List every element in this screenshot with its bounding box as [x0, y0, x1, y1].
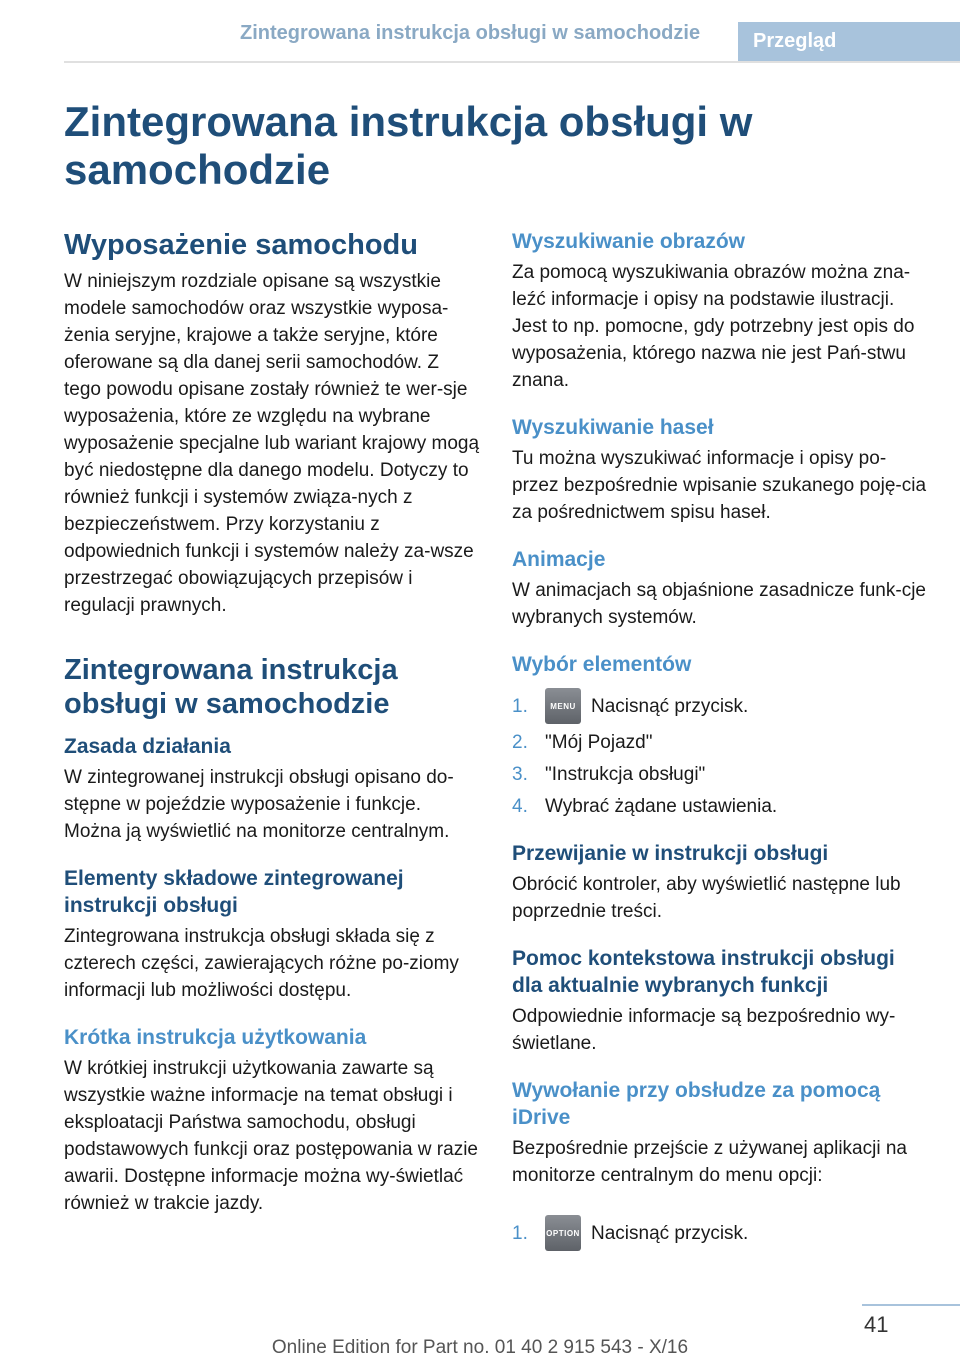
step-text: Nacisnąć przycisk.	[591, 695, 749, 717]
list-item	[512, 793, 928, 820]
step-text: Nacisnąć przycisk.	[591, 1222, 749, 1244]
select-heading: Wybór elementów	[512, 653, 692, 676]
equipment-text: W niniejszym rozdziale opisane są wszystkie modele samochodów oraz wszystkie wyposa-żenia seryjne, krajowe a także seryjne, które oferowane są dla danej serii samochodów. Z tego powodu opisane zostały również te wer-sje wyposażenia, które ze względu na wybrane wyposażenie specjalne lub wariant krajowy mogą być niedostępne dla danego modelu. Dotyczy to również funkcji i systemów związa-nych z bezpieczeństwem. Przy korzystaniu z odpowiednich funkcji i systemów należy za-wsze przestrzegać obowiązujących przepisów i regulacji prawnych.	[64, 271, 480, 616]
step-text: "Instrukcja obsługi"	[545, 764, 706, 785]
short-guide-heading: Krótka instrukcja użytkowania	[64, 1026, 367, 1049]
short-guide-text: W krótkiej instrukcji użytkowania zawarte są wszystkie ważne informacje na temat obsługi i eksploatacji Państwa samochodu, obsługi podstawowych funkcji oraz postępowania w razie awarii. Dostępne informacje można wy-świetlać również w trakcie jazdy.	[64, 1058, 478, 1214]
menu-button-icon: MENU	[545, 688, 581, 724]
chapter-tab	[738, 22, 960, 62]
image-search-heading: Wyszukiwanie obrazów	[512, 230, 745, 253]
right-column	[512, 228, 928, 1271]
step-text: Wybrać żądane ustawienia.	[545, 796, 778, 817]
left-column	[64, 228, 480, 1237]
idrive-steps	[512, 1215, 928, 1251]
idrive-text: Bezpośrednie przejście z używanej aplikacji na monitorze centralnym do menu opcji:	[512, 1138, 907, 1186]
page-title: Zintegrowana instrukcja obsługi w samochodzie	[64, 98, 753, 193]
select-steps	[512, 688, 928, 820]
step-number: 1.	[512, 1222, 528, 1244]
principle-text: W zintegrowanej instrukcji obsługi opisano do-stępne w pojeździe wyposażenie i funkcje. Można ją wyświetlić na monitorze centralnym.	[64, 767, 454, 842]
context-help-heading: Pomoc kontekstowa instrukcji obsługi dla aktualnie wybranych funkcji	[512, 947, 895, 997]
equipment-heading: Wyposażenie samochodu	[64, 229, 418, 261]
list-item	[512, 729, 928, 756]
option-button-icon: OPTION	[545, 1215, 581, 1251]
list-item	[512, 761, 928, 788]
animations-heading: Animacje	[512, 548, 606, 571]
step-number: 1.	[512, 695, 528, 717]
scroll-heading: Przewijanie w instrukcji obsługi	[512, 842, 829, 865]
keyword-search-text: Tu można wyszukiwać informacje i opisy po-przez bezpośrednie wpisanie szukanego poję-cia za pośrednictwem spisu haseł.	[512, 448, 927, 523]
step-number: 2.	[512, 732, 528, 753]
scroll-text: Obrócić kontroler, aby wyświetlić następne lub poprzednie treści.	[512, 874, 901, 922]
step-text: "Mój Pojazd"	[545, 732, 653, 753]
manual-heading: Zintegrowana instrukcja obsługi w samochodzie	[64, 654, 398, 720]
step-number: 4.	[512, 796, 528, 817]
idrive-heading: Wywołanie przy obsłudze za pomocą iDrive	[512, 1079, 881, 1129]
header-divider	[64, 61, 960, 63]
principle-heading: Zasada działania	[64, 735, 231, 758]
footer-divider	[862, 1304, 960, 1306]
image-search-text: Za pomocą wyszukiwania obrazów można zna-leźć informacje i opisy na podstawie ilustracji. Jest to np. pomocne, gdy potrzebny jest opis do wyposażenia, którego nazwa nie jest Pań-stwu znana.	[512, 262, 915, 391]
keyword-search-heading: Wyszukiwanie haseł	[512, 416, 714, 439]
section-title: Zintegrowana instrukcja obsługi w samochodzie	[240, 22, 701, 44]
step-number: 3.	[512, 764, 528, 785]
chapter-tab-label: Przegląd	[753, 30, 837, 52]
animations-text: W animacjach są objaśnione zasadnicze funk-cje wybranych systemów.	[512, 580, 926, 628]
list-item	[512, 1215, 928, 1251]
components-text: Zintegrowana instrukcja obsługi składa się z czterech części, zawierających różne po-ziomy informacji lub możliwości dostępu.	[64, 926, 459, 1001]
context-help-text: Odpowiednie informacje są bezpośrednio wy-świetlane.	[512, 1006, 896, 1054]
page-number: 41	[864, 1312, 889, 1337]
components-heading: Elementy składowe zintegrowanej instrukcji obsługi	[64, 867, 404, 917]
edition-note: Online Edition for Part no. 01 40 2 915 543 - X/16	[271, 1337, 689, 1358]
page-header	[0, 0, 960, 62]
list-item	[512, 688, 928, 724]
